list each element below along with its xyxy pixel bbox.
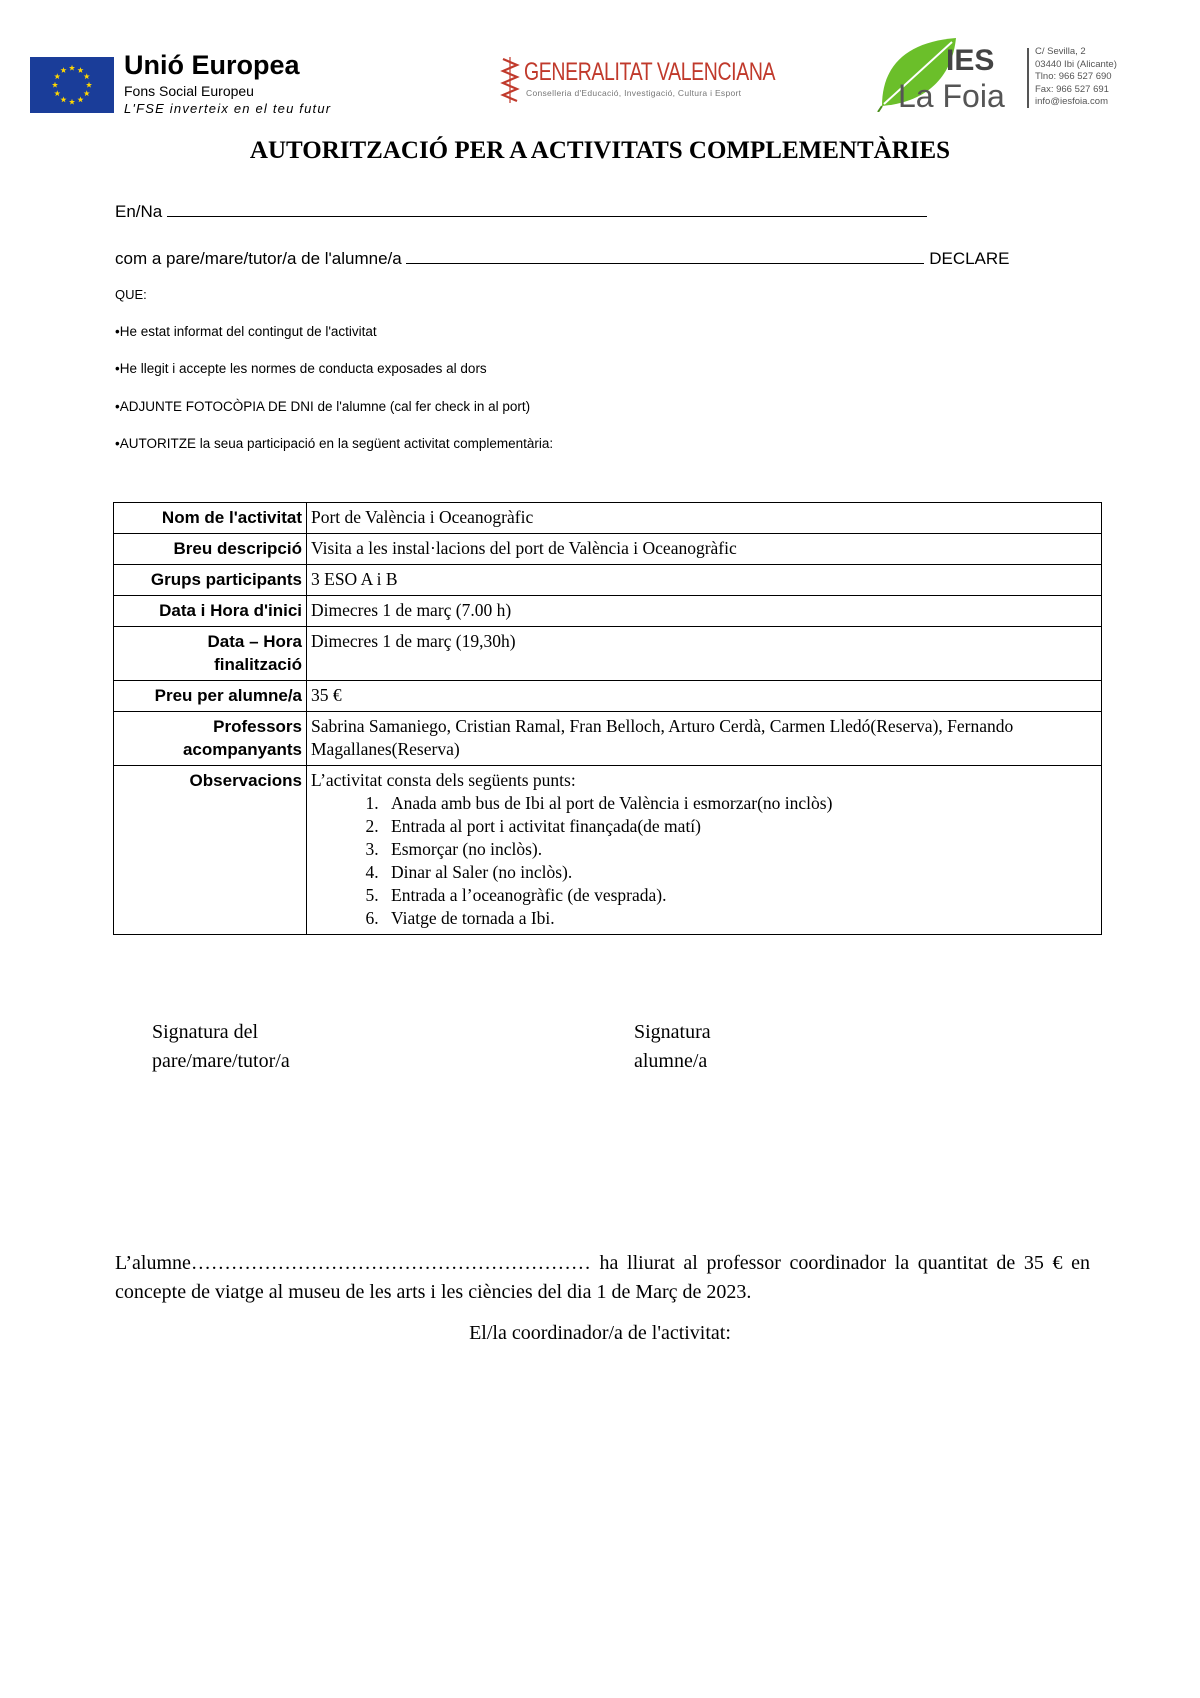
ies-address-line: 03440 Ibi (Alicante) (1035, 58, 1117, 70)
table-row (114, 681, 1102, 712)
declaration-bullet: •AUTORITZE la seua participació en la següent activitat complementària: (115, 436, 554, 451)
row-label: Professors acompanyants (114, 712, 307, 766)
student-signature-label: Signatura (634, 1021, 711, 1043)
ies-address-line: info@iesfoia.com (1035, 96, 1109, 107)
eu-title: Unió Europea (124, 50, 300, 80)
list-item: 6. Viatge de tornada a Ibi. (383, 907, 1097, 930)
list-item: 4. Dinar al Saler (no inclòs). (383, 861, 1097, 884)
row-value: Port de València i Oceanogràfic (307, 503, 1102, 534)
ies-address-line: Fax: 966 527 691 (1035, 83, 1109, 95)
list-item: 2. Entrada al port i activitat finançada(de matí) (383, 815, 1097, 838)
row-label: Observacions (114, 766, 307, 935)
activity-table (113, 502, 1102, 935)
table-row (114, 712, 1102, 766)
row-label: Data i Hora d'inici (114, 596, 307, 627)
parent-name-field[interactable] (167, 199, 927, 217)
que-label: QUE: (115, 287, 147, 302)
row-label: Nom de l'activitat (114, 503, 307, 534)
list-item: 5. Entrada a l’oceanogràfic (de vesprada). (383, 884, 1097, 907)
generalitat-tagline: Conselleria d'Educació, Investigació, Cultura i Esport (526, 88, 742, 98)
eu-flag-icon (30, 57, 114, 113)
ies-name-foia: La Foia (898, 78, 1005, 114)
student-signature[interactable] (634, 1018, 711, 1076)
student-name-line (115, 246, 1010, 269)
list-item: 3. Esmorçar (no inclòs). (383, 838, 1097, 861)
document-title: AUTORITZACIÓ PER A ACTIVITATS COMPLEMENTÀRIES (249, 137, 951, 164)
row-label: Grups participants (114, 565, 307, 596)
row-label: Data – Hora finalització (114, 627, 307, 681)
table-row (114, 627, 1102, 681)
row-value: 35 € (307, 681, 1102, 712)
parent-signature-label: pare/mare/tutor/a (152, 1050, 290, 1072)
observations-cell (307, 766, 1102, 935)
row-label: Preu per alumne/a (114, 681, 307, 712)
ies-address-line: C/ Sevilla, 2 (1035, 46, 1086, 57)
table-row (114, 503, 1102, 534)
en-na-label: En/Na (115, 202, 163, 221)
parent-name-line (115, 199, 927, 222)
declaration-bullet: •He llegit i accepte les normes de conducta exposades al dors (115, 361, 487, 376)
ies-divider (1027, 48, 1029, 108)
table-row (114, 534, 1102, 565)
row-value: Visita a les instal·lacions del port de València i Oceanogràfic (307, 534, 1102, 565)
generalitat-name: GENERALITAT VALENCIANA (524, 58, 776, 86)
row-value: 3 ESO A i B (307, 565, 1102, 596)
declaration-bullet: •He estat informat del contingut de l'activitat (115, 324, 377, 339)
eu-tagline: L'FSE inverteix en el teu futur (124, 101, 332, 116)
list-item: 1. Anada amb bus de Ibi al port de València i esmorzar(no inclòs) (383, 792, 1097, 815)
parent-signature[interactable] (152, 1018, 290, 1076)
parent-signature-label: Signatura del (152, 1021, 259, 1043)
ies-address (1035, 46, 1117, 109)
observations-list (311, 792, 1097, 930)
com-label: com a pare/mare/tutor/a de l'alumne/a (115, 249, 402, 268)
row-value: Sabrina Samaniego, Cristian Ramal, Fran Belloch, Arturo Cerdà, Carmen Lledó(Reserva), Fernando Magallanes(Reserva) (307, 712, 1102, 766)
generalitat-emblem-icon (499, 55, 521, 105)
table-row (114, 766, 1102, 935)
row-label: Breu descripció (114, 534, 307, 565)
declare-label: DECLARE (929, 249, 1010, 268)
row-value: Dimecres 1 de març (19,30h) (307, 627, 1102, 681)
eu-subtitle: Fons Social Europeu (124, 83, 254, 99)
student-signature-label: alumne/a (634, 1050, 708, 1072)
ies-address-line: Tlno: 966 527 690 (1035, 71, 1112, 82)
coordinator-label: El/la coordinador/a de l'activitat: (469, 1322, 731, 1344)
table-row (114, 565, 1102, 596)
payment-receipt-text: L’alumne…………………………………………………… ha lliurat al professor coordinador la quantitat de 35 € en concepte de viatge al museu de les arts i les ciències del dia 1 de Març de 2023. (115, 1252, 1090, 1303)
student-name-field[interactable] (406, 246, 924, 264)
table-row (114, 596, 1102, 627)
declaration-bullet: •ADJUNTE FOTOCÒPIA DE DNI de l'alumne (cal fer check in al port) (115, 399, 531, 414)
observations-intro: L’activitat consta dels següents punts: (311, 770, 576, 790)
ies-name: IES (946, 44, 995, 77)
row-value: Dimecres 1 de març (7.00 h) (307, 596, 1102, 627)
